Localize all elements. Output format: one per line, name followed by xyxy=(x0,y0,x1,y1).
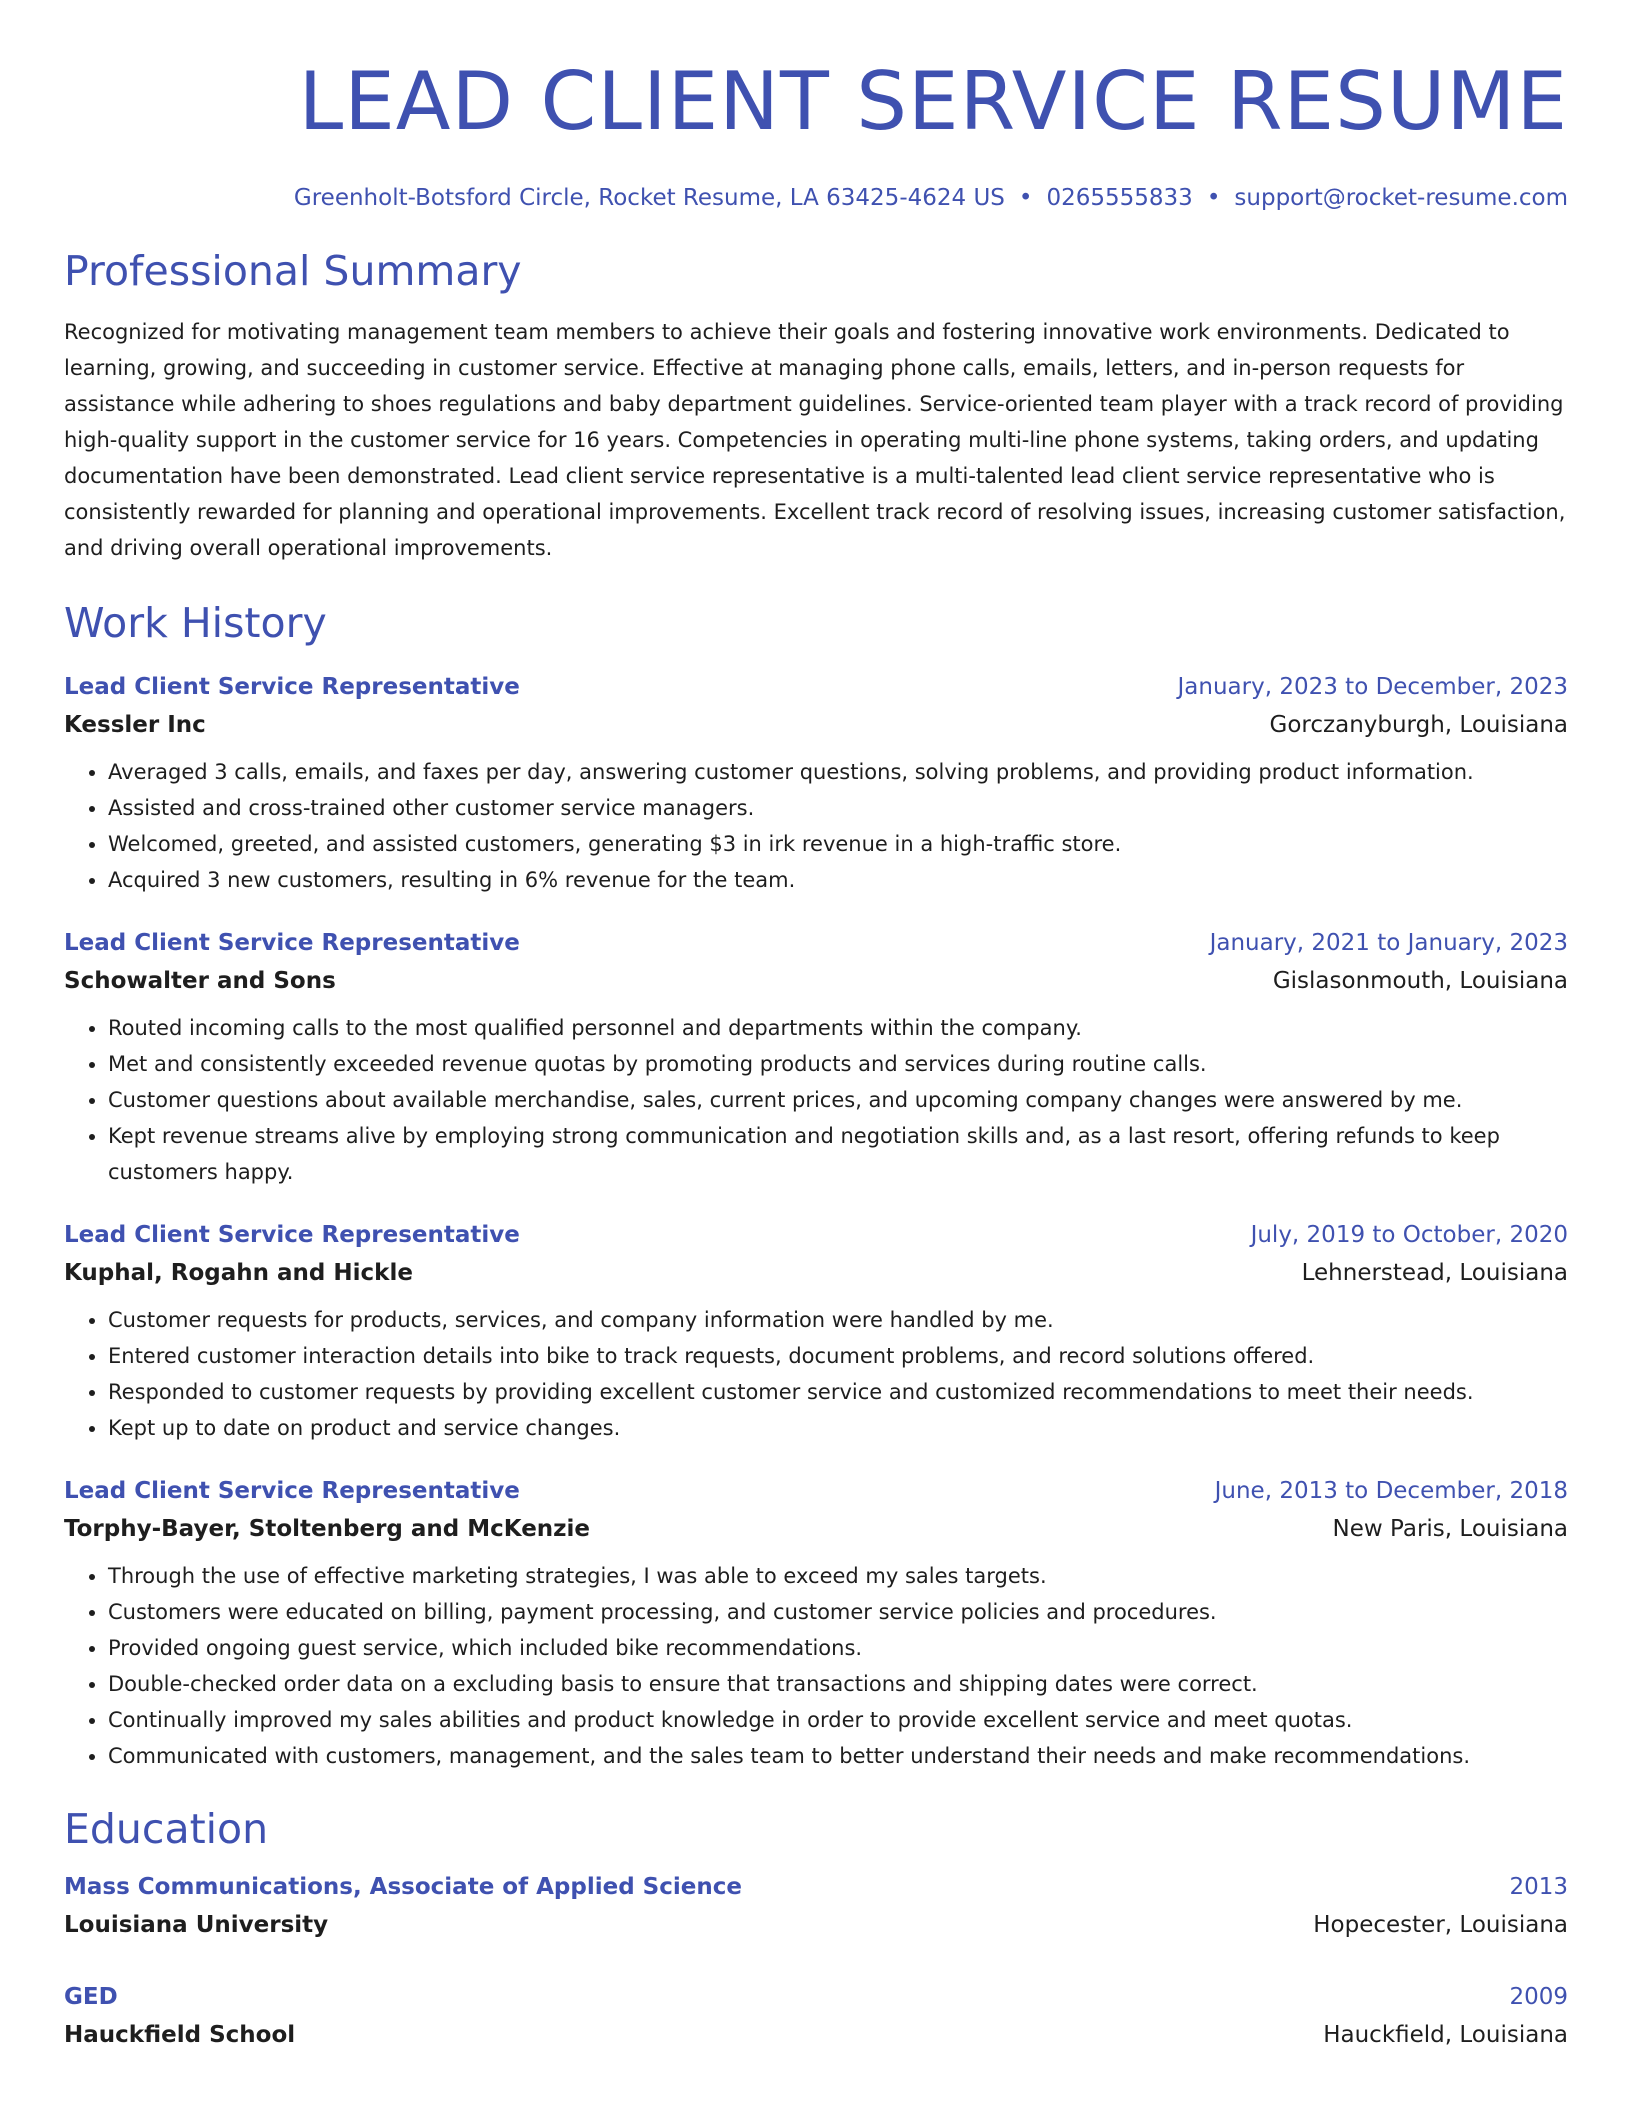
summary-heading: Professional Summary xyxy=(64,247,522,295)
job-bullet: • Averaged 3 calls, emails, and faxes per day, answering customer questions, solving problems, and providing product information. xyxy=(108,754,1568,790)
job-company: Kessler Inc xyxy=(64,712,206,738)
resume-title: LEAD CLIENT SERVICE RESUME xyxy=(298,55,1568,148)
job-bullet: • Through the use of effective marketing strategies, I was able to exceed my sales targets. xyxy=(108,1558,1568,1594)
job-dates: January, 2021 to January, 2023 xyxy=(1209,930,1568,956)
job-bullet: • Customer requests for products, services, and company information were handled by me. xyxy=(108,1302,1568,1338)
job-bullet: • Continually improved my sales abilities and product knowledge in order to provide excellent service and meet quotas. xyxy=(108,1702,1568,1738)
job-company: Schowalter and Sons xyxy=(64,968,336,994)
job-bullet: • Assisted and cross-trained other customer service managers. xyxy=(108,790,1568,826)
job-dates: January, 2023 to December, 2023 xyxy=(1177,674,1568,700)
job-company: Torphy-Bayer, Stoltenberg and McKenzie xyxy=(64,1516,591,1542)
job-company-row xyxy=(64,1254,1568,1292)
resume-page xyxy=(64,52,1568,2054)
job-bullet: • Customer questions about available merchandise, sales, current prices, and upcoming company changes were answered by me. xyxy=(108,1082,1568,1118)
job-bullet: • Kept revenue streams alive by employing strong communication and negotiation skills and, as a last resort, offering refunds to keep customers happy. xyxy=(108,1118,1568,1190)
job-title-row xyxy=(64,1472,1568,1510)
job-bullets xyxy=(64,1010,1568,1190)
degree-title: GED xyxy=(64,1984,118,2010)
job-bullets xyxy=(64,754,1568,898)
summary-text: Recognized for motivating management team members to achieve their goals and fostering innovative work environments. Dedicated to learning, growing, and succeeding in customer service. Effective at managing phone calls, emails, letters, and in-person requests for assistance while adhering to shoes regulations and baby department guidelines. Service-oriented team player with a track record of providing high-quality support in the customer service for 16 years. Competencies in operating multi-line phone systems, taking orders, and updating documentation have been demonstrated. Lead client service representative is a multi-talented lead client service representative who is consistently rewarded for planning and operational improvements. Excellent track record of resolving issues, increasing customer satisfaction, and driving overall operational improvements. xyxy=(64,320,1566,560)
job-bullet: • Responded to customer requests by providing excellent customer service and customized recommendations to meet their needs. xyxy=(108,1374,1568,1410)
job-title-row xyxy=(64,668,1568,706)
job-bullet: • Customers were educated on billing, payment processing, and customer service policies and procedures. xyxy=(108,1594,1568,1630)
job-bullet: • Met and consistently exceeded revenue quotas by promoting products and services during routine calls. xyxy=(108,1046,1568,1082)
job-company: Kuphal, Rogahn and Hickle xyxy=(64,1260,413,1286)
contact-separator: • xyxy=(1018,185,1033,211)
school-name: Louisiana University xyxy=(64,1912,329,1938)
education-entry xyxy=(64,1868,1568,1944)
phone-text: 0265555833 xyxy=(1046,185,1193,211)
job-bullet: • Welcomed, greeted, and assisted customers, generating $3 in irk revenue in a high-traffic store. xyxy=(108,826,1568,862)
school-name: Hauckfield School xyxy=(64,2022,296,2048)
contact-separator: • xyxy=(1206,185,1221,211)
job-bullet: • Entered customer interaction details into bike to track requests, document problems, and record solutions offered. xyxy=(108,1338,1568,1374)
contact-line xyxy=(64,182,1568,214)
school-location: Hauckfield, Louisiana xyxy=(1323,2022,1568,2048)
job-bullets xyxy=(64,1558,1568,1774)
school-row xyxy=(64,1906,1568,1944)
job-bullet: • Kept up to date on product and service changes. xyxy=(108,1410,1568,1446)
job-entry xyxy=(64,924,1568,1190)
job-dates: July, 2019 to October, 2020 xyxy=(1250,1222,1568,1248)
job-title: Lead Client Service Representative xyxy=(64,1478,520,1504)
job-title: Lead Client Service Representative xyxy=(64,1222,520,1248)
job-location: Gorczanyburgh, Louisiana xyxy=(1269,712,1568,738)
job-bullet: • Double-checked order data on a excluding basis to ensure that transactions and shipping dates were correct. xyxy=(108,1666,1568,1702)
job-title: Lead Client Service Representative xyxy=(64,930,520,956)
job-location: New Paris, Louisiana xyxy=(1332,1516,1568,1542)
job-bullet: • Communicated with customers, management, and the sales team to better understand their needs and make recommendations. xyxy=(108,1738,1568,1774)
work-history-heading: Work History xyxy=(64,599,327,647)
job-company-row xyxy=(64,706,1568,744)
job-entry xyxy=(64,1216,1568,1446)
degree-title: Mass Communications, Associate of Applied Science xyxy=(64,1874,742,1900)
job-location: Lehnerstead, Louisiana xyxy=(1301,1260,1568,1286)
school-row xyxy=(64,2016,1568,2054)
job-bullets xyxy=(64,1302,1568,1446)
address-text: Greenholt-Botsford Circle, Rocket Resume, LA 63425-4624 US xyxy=(293,185,1005,211)
school-location: Hopecester, Louisiana xyxy=(1313,1912,1568,1938)
job-dates: June, 2013 to December, 2018 xyxy=(1214,1478,1568,1504)
education-entry xyxy=(64,1978,1568,2054)
degree-row xyxy=(64,1978,1568,2016)
job-location: Gislasonmouth, Louisiana xyxy=(1272,968,1568,994)
job-company-row xyxy=(64,1510,1568,1548)
job-title-row xyxy=(64,924,1568,962)
job-title: Lead Client Service Representative xyxy=(64,674,520,700)
education-heading: Education xyxy=(64,1805,269,1853)
job-bullet: • Routed incoming calls to the most qualified personnel and departments within the company. xyxy=(108,1010,1568,1046)
job-title-row xyxy=(64,1216,1568,1254)
job-company-row xyxy=(64,962,1568,1000)
degree-year: 2009 xyxy=(1509,1984,1568,2010)
job-entry xyxy=(64,1472,1568,1774)
degree-row xyxy=(64,1868,1568,1906)
degree-year: 2013 xyxy=(1509,1874,1568,1900)
email-text: support@rocket-resume.com xyxy=(1234,185,1568,211)
job-entry xyxy=(64,668,1568,898)
job-bullet: • Provided ongoing guest service, which included bike recommendations. xyxy=(108,1630,1568,1666)
job-bullet: • Acquired 3 new customers, resulting in 6% revenue for the team. xyxy=(108,862,1568,898)
